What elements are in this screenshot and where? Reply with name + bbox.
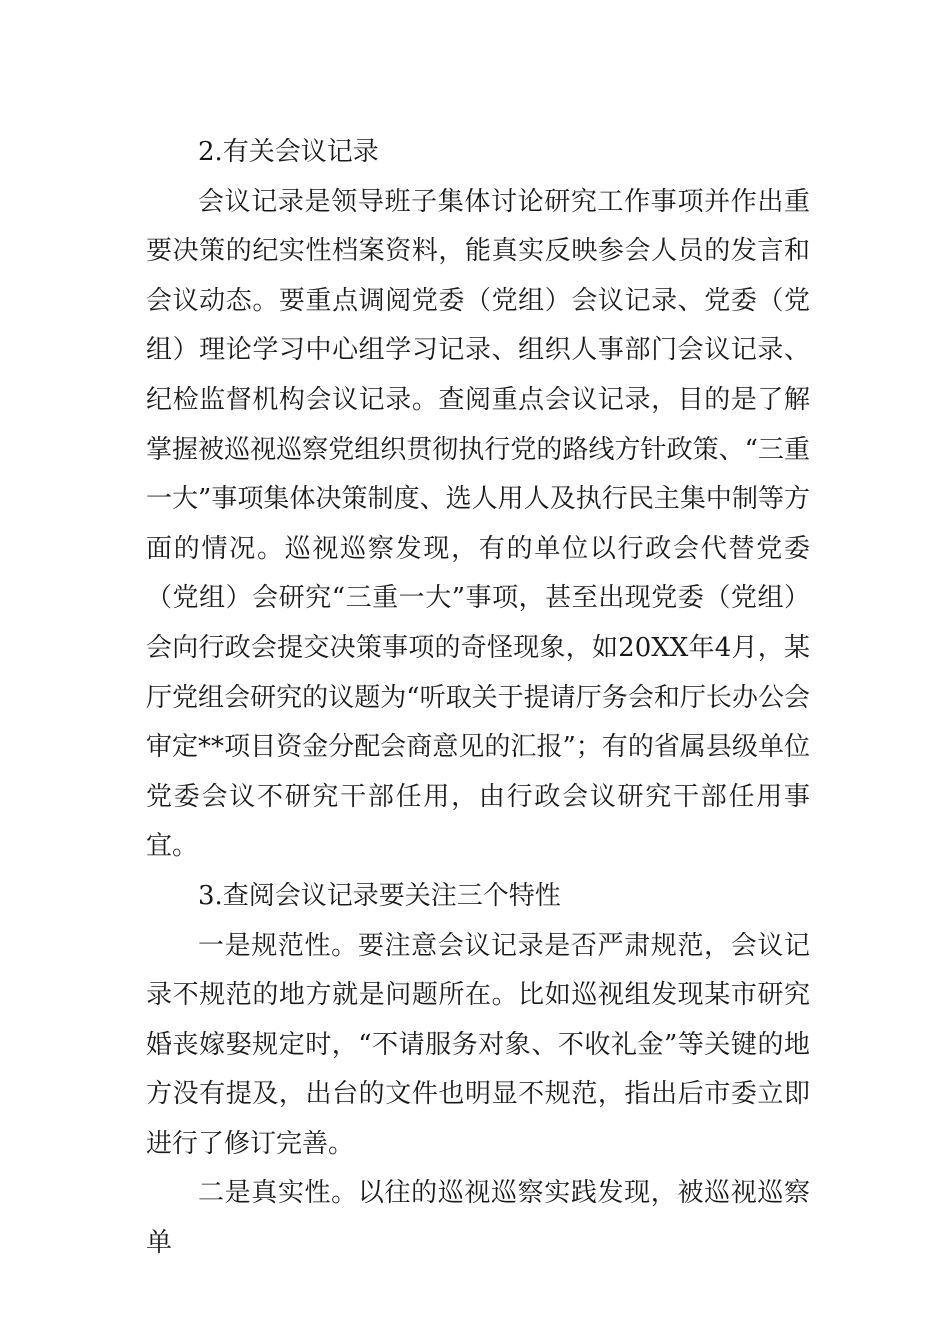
body-paragraph-authenticity: 二是真实性。以往的巡视巡察实践发现，被巡视巡察单 [146,1178,810,1259]
section-heading-three-characteristics: 3.查阅会议记录要关注三个特性 [198,880,561,911]
document-body [146,128,810,1269]
body-paragraph-meeting-records: 会议记录是领导班子集体讨论研究工作事项并作出重要决策的纪实性档案资料，能真实反映参会人员的发言和会议动态。要重点调阅党委（党组）会议记录、党委（党组）理论学习中心组学习记录、组织人事部门会议记录、纪检监督机构会议记录。查阅重点会议记录，目的是了解掌握被巡视巡察党组织贯彻执行党的路线方针政策、“三重一大”事项集体决策制度、选人用人及执行民主集中制等方面的情况。巡视巡察发现，有的单位以行政会代替党委（党组）会研究“三重一大”事项，甚至出现党委（党组）会向行政会提交决策事项的奇怪现象，如20XX年4月，某厅党组会研究的议题为“听取关于提请厅务会和厅长办公会审定**项目资金分配会商意见的汇报”；有的省属县级单位党委会议不研究干部任用，由行政会议研究干部任用事宜。 [146,186,810,862]
body-paragraph-standardization: 一是规范性。要注意会议记录是否严肃规范，会议记录不规范的地方就是问题所在。比如巡视组发现某市研究婚丧嫁娶规定时，“不请服务对象、不收礼金”等关键的地方没有提及，出台的文件也明显不规范，指出后市委立即进行了修订完善。 [146,930,810,1159]
section-heading-meeting-records: 2.有关会议记录 [198,137,379,167]
